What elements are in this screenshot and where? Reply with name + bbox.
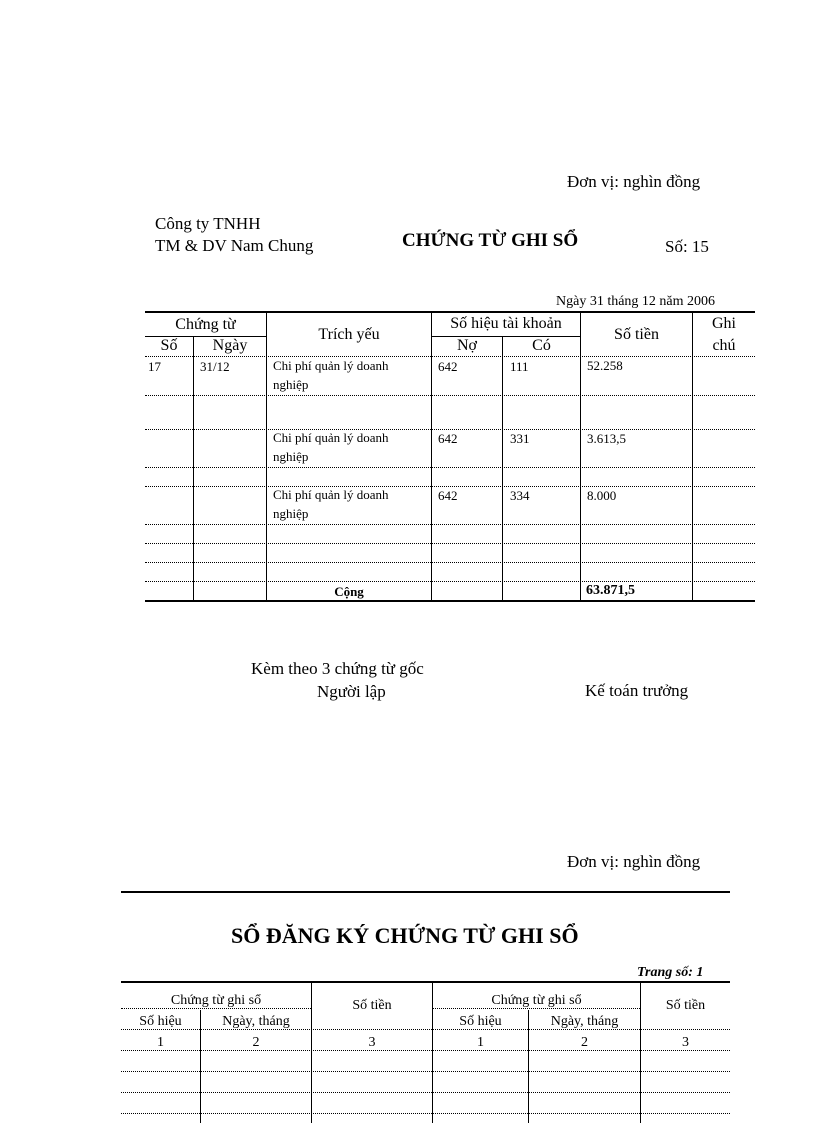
header-voucher-left: Chứng từ ghi sổ xyxy=(170,993,262,1008)
cell-credit: 334 xyxy=(510,488,530,503)
cell-description: nghiệp xyxy=(273,449,309,464)
header-debit: Nợ xyxy=(456,337,477,354)
header-account-no: Số hiệu tài khoản xyxy=(450,315,562,332)
prepared-by: Người lập xyxy=(317,682,386,701)
header-description: Trích yếu xyxy=(318,326,380,343)
header-date: Ngày xyxy=(212,337,248,354)
row-line xyxy=(145,429,755,430)
chief-accountant: Kế toán trưởng xyxy=(585,681,689,700)
header-note: Ghi xyxy=(712,315,736,332)
cell-amount: 52.258 xyxy=(587,358,623,373)
column-index: 3 xyxy=(682,1035,689,1050)
header-amount-right: Số tiền xyxy=(665,998,706,1013)
row-line xyxy=(145,524,755,525)
header-date-left: Ngày, tháng xyxy=(222,1014,290,1029)
register-title: SỔ ĐĂNG KÝ CHỨNG TỪ GHI SỔ xyxy=(231,923,579,948)
cell-amount: 8.000 xyxy=(587,488,617,503)
row-line xyxy=(145,467,755,468)
cell-debit: 642 xyxy=(438,359,458,374)
header-amount: Số tiền xyxy=(614,326,659,343)
company-name-line1: Công ty TNHH xyxy=(155,214,261,233)
header-ref-no-right: Số hiệu xyxy=(459,1014,502,1029)
column-index: 2 xyxy=(581,1035,588,1050)
header-voucher-right: Chứng từ ghi sổ xyxy=(491,993,582,1008)
register-top-rule xyxy=(121,891,730,893)
cell-description: Chi phí quản lý doanh xyxy=(273,358,389,373)
row-line xyxy=(145,486,755,487)
unit-label: Đơn vị: nghìn đồng xyxy=(567,172,701,191)
row-line xyxy=(145,543,755,544)
cell-debit: 642 xyxy=(438,488,458,503)
cell-debit: 642 xyxy=(438,431,458,446)
header-note: chú xyxy=(712,337,736,354)
header-credit: Có xyxy=(532,337,551,354)
unit-label: Đơn vị: nghìn đồng xyxy=(567,852,701,871)
header-no: Số xyxy=(160,337,178,354)
header-amount-left: Số tiền xyxy=(352,998,392,1013)
cell-description: nghiệp xyxy=(273,377,309,392)
row-line xyxy=(145,562,755,563)
column-index: 3 xyxy=(368,1035,376,1050)
voucher-date: Ngày 31 tháng 12 năm 2006 xyxy=(556,294,716,309)
column-index: 1 xyxy=(157,1035,164,1050)
column-index: 1 xyxy=(477,1035,484,1050)
table-bottom-rule xyxy=(145,600,755,602)
table-top-rule xyxy=(121,981,730,983)
row-line xyxy=(145,356,755,357)
row-line xyxy=(121,1071,730,1072)
row-line xyxy=(121,1113,730,1114)
table-top-rule xyxy=(145,311,755,313)
cell-credit: 111 xyxy=(510,359,529,374)
cell-description: Chi phí quản lý doanh xyxy=(273,487,389,502)
company-name-line2: TM & DV Nam Chung xyxy=(155,236,314,255)
row-line xyxy=(145,581,755,582)
header-voucher: Chứng từ xyxy=(175,316,236,333)
cell-description: nghiệp xyxy=(273,506,309,521)
register-page-number: Trang số: 1 xyxy=(637,965,704,980)
voucher-number: Số: 15 xyxy=(665,237,709,256)
cell-credit: 331 xyxy=(510,431,530,446)
row-line xyxy=(121,1092,730,1093)
attached-docs: Kèm theo 3 chứng từ gốc xyxy=(251,659,424,678)
cell-date: 31/12 xyxy=(200,359,230,374)
column-index: 2 xyxy=(252,1035,260,1050)
cell-no: 17 xyxy=(148,359,161,374)
header-ref-no-left: Số hiệu xyxy=(139,1014,182,1029)
row-line xyxy=(145,395,755,396)
cell-amount: 3.613,5 xyxy=(587,431,626,446)
cell-description: Chi phí quản lý doanh xyxy=(273,430,389,445)
voucher-title: CHỨNG TỪ GHI SỔ xyxy=(402,230,579,251)
total-label: Cộng xyxy=(334,584,364,599)
header-date-right: Ngày, tháng xyxy=(550,1014,619,1029)
total-amount: 63.871,5 xyxy=(586,583,635,598)
